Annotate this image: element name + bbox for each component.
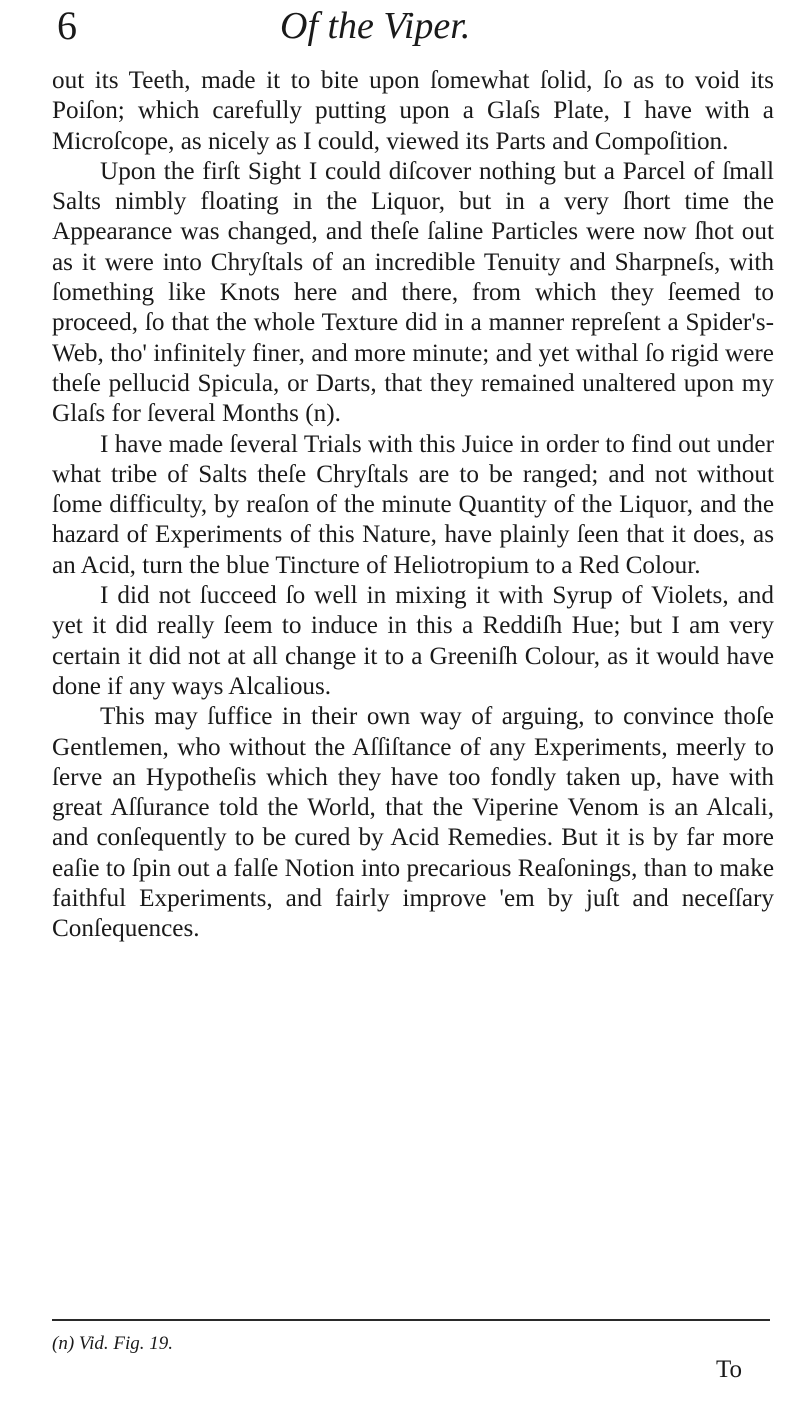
paragraph-2: Upon the firſt Sight I could diſcover nothing but a Parcel of ſmall Salts nimbly floating in the Liquor, but in a very ſhort time the Appearance was changed, and theſe ſaline Particles were now ſhot out as it were into Chryſtals of an incredible Tenuity and Sharpneſs, with ſomething like Knots here and there, from which they ſeemed to proceed, ſo that the whole Texture did in a manner repreſent a Spider's-Web, tho' infinitely finer, and more minute; and yet withal ſo rigid were theſe pellucid Spicula, or Darts, that they remained unaltered upon my Glaſs for ſeveral Months (n). — [52, 157, 774, 428]
paragraph-4: I did not ſucceed ſo well in mixing it with Syrup of Violets, and yet it did really ſeem to induce in this a Reddiſh Hue; but I am very certain it did not at all change it to a Greeniſh Colour, as it would have done if any ways Alcalious. — [52, 582, 774, 700]
footnote: (n) Vid. Fig. 19. — [52, 1333, 174, 1354]
paragraph-3: I have made ſeveral Trials with this Juice in order to find out under what tribe of Salts theſe Chryſtals are to be ranged; and not without ſome difficulty, by reaſon of the minute Quantity of the Liquor, and the hazard of Experiments of this Nature, have plainly ſeen that it does, as an Acid, turn the blue Tincture of Heliotropium to a Red Colour. — [52, 430, 774, 579]
body-text — [52, 66, 774, 945]
running-head — [55, 0, 775, 52]
paragraph-1: out its Teeth, made it to bite upon ſomewhat ſolid, ſo as to void its Poiſon; which carefully putting upon a Glaſs Plate, I have with a Microſcope, as nicely as I could, viewed its Parts and Compoſition. — [52, 67, 774, 155]
catchword: To — [716, 1356, 743, 1383]
paragraph-5: This may ſuffice in their own way of arguing, to convince thoſe Gentlemen, who without the Aſſiſtance of any Experiments, meerly to ſerve an Hypotheſis which they have too fondly taken up, have with great Aſſurance told the World, that the Viperine Venom is an Alcali, and conſequently to be cured by Acid Remedies. But it is by far more eaſie to ſpin out a falſe Notion into precarious Reaſonings, than to make faithful Experiments, and fairly improve 'em by juſt and neceſſary Conſequences. — [52, 703, 774, 943]
footnote-rule — [52, 1319, 770, 1321]
running-title: Of the Viper. — [280, 5, 471, 47]
page-number: 6 — [57, 3, 77, 48]
